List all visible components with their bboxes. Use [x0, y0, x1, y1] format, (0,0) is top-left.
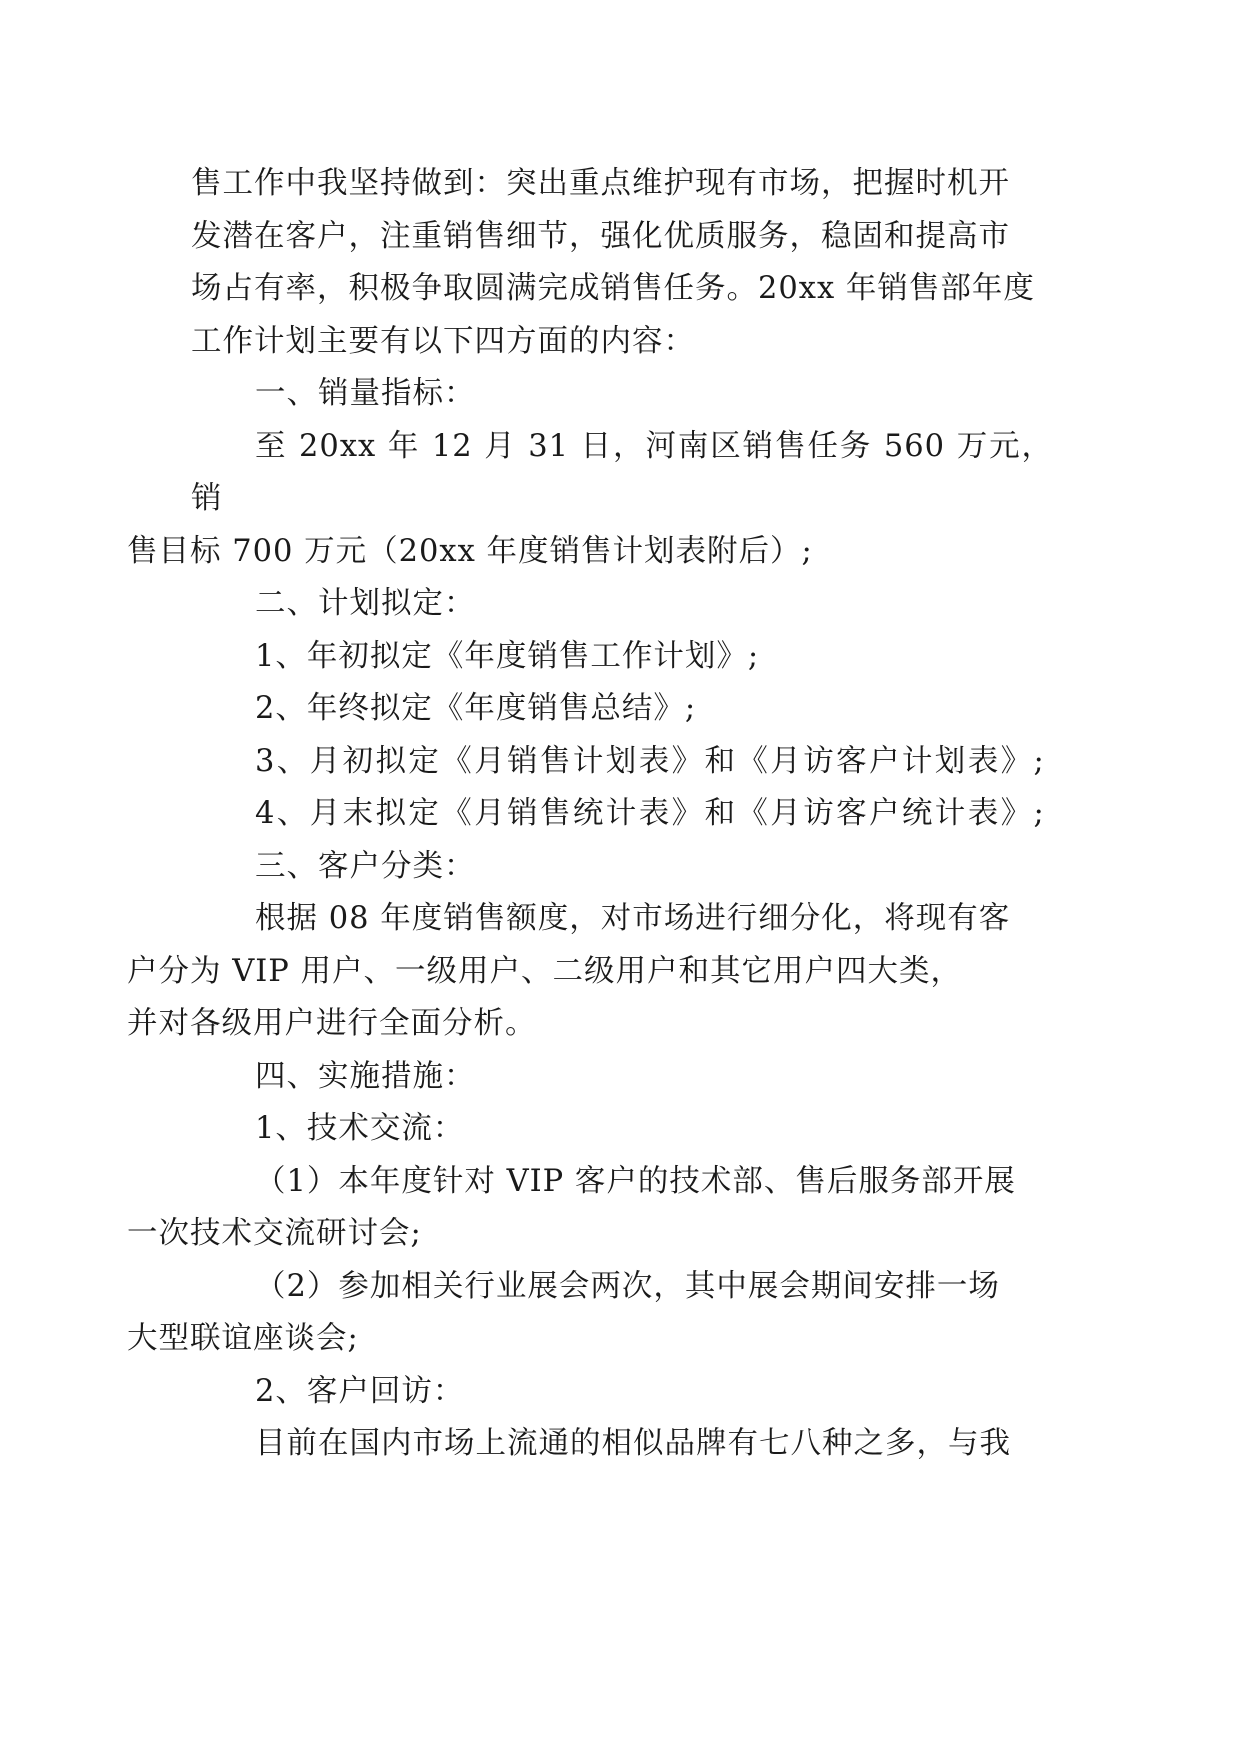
text-line: 工作计划主要有以下四方面的内容： [191, 323, 695, 359]
heading-text: 2、客户回访： [255, 1373, 465, 1409]
list-item-plan-4 [191, 788, 1053, 841]
text-line: 售目标 700 万元（20xx 年度销售计划表附后）; [127, 533, 813, 569]
text-line: （1）本年度针对 VIP 客户的技术部、售后服务部开展 [255, 1163, 1016, 1199]
list-item-plan-1 [191, 631, 1053, 684]
heading-text: 1、技术交流： [255, 1111, 465, 1146]
text-line: 一次技术交流研讨会; [127, 1216, 422, 1251]
text-line: 场占有率，积极争取圆满完成销售任务。20xx 年销售部年度 [191, 271, 1035, 306]
heading-text: 二、计划拟定： [255, 586, 476, 621]
text-line: 大型联谊座谈会; [127, 1321, 359, 1356]
document-body [127, 158, 1053, 1471]
text-line: 并对各级用户进行全面分析。 [127, 1006, 537, 1041]
subheading-customer-visits [191, 1366, 1053, 1419]
heading-text: 一、销量指标： [255, 376, 476, 411]
list-item-tech-2 [127, 1261, 1053, 1366]
heading-text: 四、实施措施： [255, 1058, 476, 1094]
paragraph-sales-targets [127, 421, 1053, 579]
list-item-text: 3、月初拟定《月销售计划表》和《月访客户计划表》; [255, 743, 1047, 779]
text-line: 目前在国内市场上流通的相似品牌有七八种之多，与我 [255, 1426, 1011, 1461]
paragraph-customer-visits [191, 1418, 1053, 1471]
heading-sales-targets [191, 368, 1053, 421]
heading-plan-drafting [191, 578, 1053, 631]
list-item-text: 2、年终拟定《年度销售总结》; [255, 691, 697, 726]
list-item-text: 4、月末拟定《月销售统计表》和《月访客户统计表》; [255, 796, 1047, 831]
list-item-plan-2 [191, 683, 1053, 736]
heading-implementation [191, 1051, 1053, 1104]
text-line: 至 20xx 年 12 月 31 日，河南区销售任务 560 万元，销 [191, 428, 1053, 516]
list-item-plan-3 [191, 736, 1053, 789]
text-line: 根据 08 年度销售额度，对市场进行细分化，将现有客 [255, 901, 1011, 936]
text-line: 发潜在客户，注重销售细节，强化优质服务，稳固和提高市 [191, 218, 1010, 254]
list-item-text: 1、年初拟定《年度销售工作计划》; [255, 638, 760, 674]
heading-customer-classification [191, 841, 1053, 894]
heading-text: 三、客户分类： [255, 848, 476, 884]
text-line: 户分为 VIP 用户、一级用户、二级用户和其它用户四大类， [127, 953, 962, 989]
text-line: （2）参加相关行业展会两次，其中展会期间安排一场 [255, 1268, 1000, 1304]
paragraph-customer-classification [127, 893, 1053, 1051]
subheading-tech-exchange [191, 1103, 1053, 1156]
list-item-tech-1 [127, 1156, 1053, 1261]
paragraph-intro [191, 158, 1053, 368]
text-line: 售工作中我坚持做到：突出重点维护现有市场，把握时机开 [191, 166, 1010, 201]
